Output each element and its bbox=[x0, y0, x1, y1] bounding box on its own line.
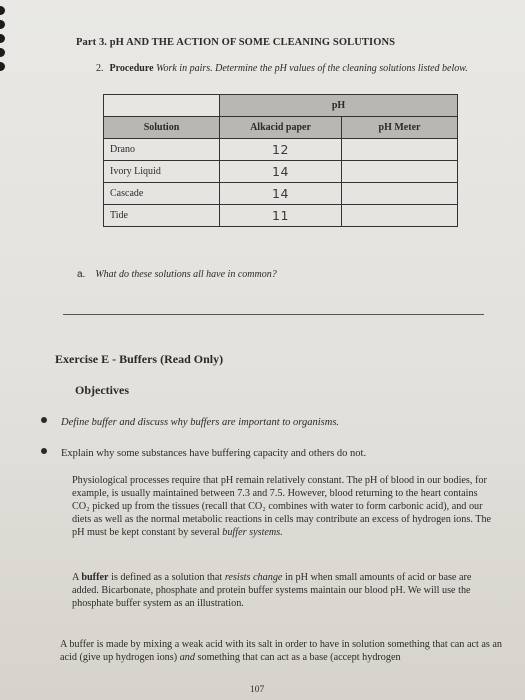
answer-line[interactable] bbox=[63, 314, 484, 315]
ph-meter-value[interactable] bbox=[342, 183, 458, 205]
exercise-title: Exercise E - Buffers (Read Only) bbox=[55, 352, 224, 366]
buffer-definition-paragraph bbox=[72, 571, 492, 610]
paragraph-emphasis: and bbox=[179, 652, 195, 663]
term-buffer: buffer bbox=[81, 572, 109, 583]
objective-text: Define buffer and discuss why buffers are important to organisms. bbox=[61, 417, 340, 428]
alkacid-value[interactable]: 14 bbox=[220, 183, 342, 205]
ph-meter-value[interactable] bbox=[342, 139, 458, 161]
alkacid-value[interactable]: 11 bbox=[220, 205, 342, 227]
term-resists-change: resists change bbox=[224, 572, 283, 583]
procedure-instruction bbox=[96, 63, 496, 75]
paragraph-text: Physiological processes require that pH remain relatively constant. The pH of blood in our bodies, for example, is usually maintained between 7.3 and 7.5. However, blood returning to the heart contains CO₂ picked up from the tissues (recall that CO₂ combines with water to form carbonic acid), and our diets as well as the normal metabolic reactions in cells may contribute an excess of hydrogen ions. The pH must be kept constant by several bbox=[72, 475, 492, 538]
table-row bbox=[104, 205, 458, 227]
question-label: a. bbox=[77, 269, 86, 280]
solution-name: Drano bbox=[104, 139, 220, 161]
ph-group-header: pH bbox=[220, 95, 458, 117]
binder-hole bbox=[0, 20, 5, 29]
solution-name: Ivory Liquid bbox=[104, 161, 220, 183]
alkacid-value[interactable]: 14 bbox=[220, 161, 342, 183]
question-a bbox=[77, 269, 277, 280]
page-number: 107 bbox=[250, 685, 265, 695]
binder-hole bbox=[0, 6, 5, 15]
table-row bbox=[104, 139, 458, 161]
col-header-alkacid: Alkacid paper bbox=[220, 117, 342, 139]
objectives-heading: Objectives bbox=[75, 383, 129, 397]
procedure-number: 2. bbox=[96, 63, 104, 74]
binder-hole bbox=[0, 62, 5, 71]
part-title: Part 3. pH AND THE ACTION OF SOME CLEANING SOLUTIONS bbox=[76, 37, 396, 48]
paragraph-text: in pH when small amounts of acid or base are added. Bicarbonate, phosphate and protein buffer systems maintain our blood pH. We will use the phosphate buffer system as an illustration. bbox=[72, 572, 472, 609]
col-header-solution: Solution bbox=[104, 117, 220, 139]
procedure-lead: Procedure bbox=[109, 63, 154, 74]
ph-results-table bbox=[103, 94, 458, 227]
objective-item bbox=[41, 448, 366, 459]
paragraph-text: A buffer is made by mixing a weak acid with its salt in order to have in solution something that can act as an acid (give up hydrogen ions) bbox=[60, 639, 503, 663]
table-row bbox=[104, 183, 458, 205]
solution-name: Cascade bbox=[104, 183, 220, 205]
solution-name: Tide bbox=[104, 205, 220, 227]
binder-hole bbox=[0, 48, 5, 57]
objective-item bbox=[41, 417, 339, 428]
bullet-icon bbox=[41, 448, 47, 454]
paragraph-text: A bbox=[72, 572, 79, 583]
binder-hole bbox=[0, 34, 5, 43]
procedure-text: Work in pairs. Determine the pH values of the cleaning solutions listed below. bbox=[156, 63, 468, 74]
ph-meter-value[interactable] bbox=[342, 205, 458, 227]
table-corner bbox=[104, 95, 220, 117]
buffer-making-paragraph bbox=[60, 638, 505, 664]
physiology-paragraph bbox=[72, 474, 492, 539]
objective-text: Explain why some substances have buffering capacity and others do not. bbox=[61, 448, 367, 459]
paragraph-text: something that can act as a base (accept hydrogen bbox=[197, 652, 401, 663]
question-text: What do these solutions all have in common? bbox=[95, 269, 277, 280]
binder-holes bbox=[0, 0, 10, 700]
ph-meter-value[interactable] bbox=[342, 161, 458, 183]
col-header-ph-meter: pH Meter bbox=[342, 117, 458, 139]
bullet-icon bbox=[41, 417, 47, 423]
paragraph-emphasis: buffer systems. bbox=[222, 527, 283, 538]
paragraph-text: is defined as a solution that bbox=[111, 572, 223, 583]
table-row bbox=[104, 161, 458, 183]
alkacid-value[interactable]: 12 bbox=[220, 139, 342, 161]
